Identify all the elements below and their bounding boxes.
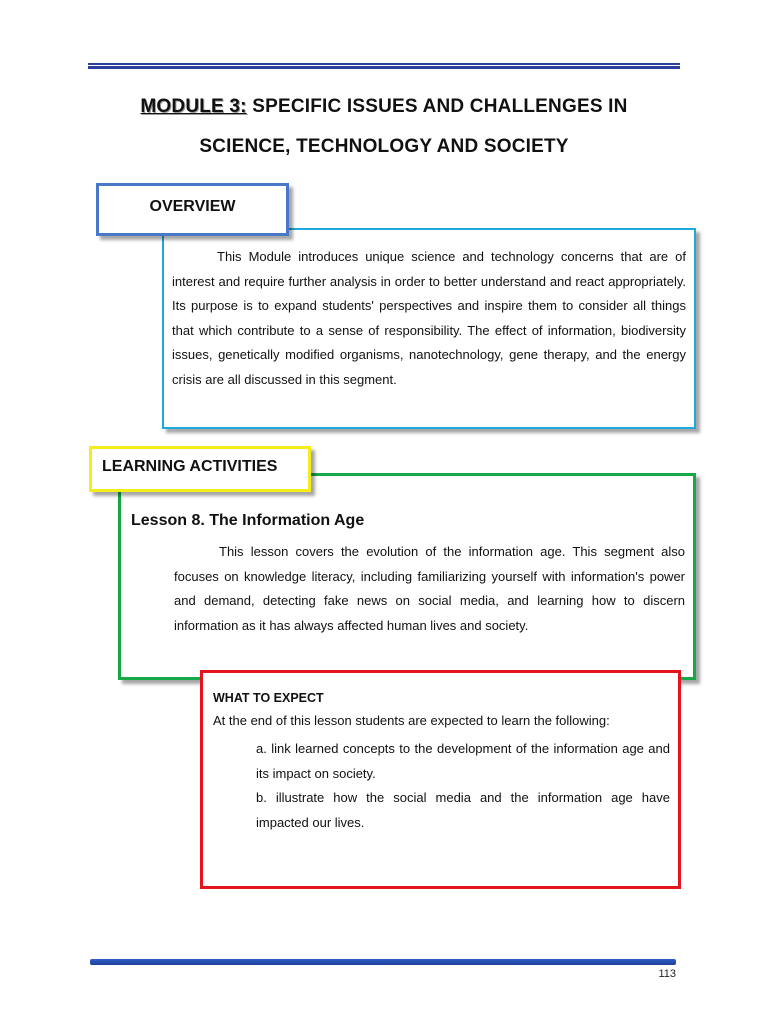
module-label: MODULE 3: [140, 96, 247, 117]
learning-activities-tab [89, 446, 311, 492]
lesson-paragraph: This lesson covers the evolution of the information age. This segment also focuses on knowledge literacy, including familiarizing yourself with information's power and demand, detecting fake news on social media, and learning how to discern information as it has always affected human lives and society. [174, 544, 685, 633]
overview-heading: OVERVIEW [149, 198, 236, 215]
overview-text [172, 245, 686, 392]
module-title-line1 [60, 96, 708, 118]
what-to-expect-intro: At the end of this lesson students are expected to learn the following: [213, 713, 610, 728]
bottom-rule [90, 959, 676, 965]
module-title-line2: SCIENCE, TECHNOLOGY AND SOCIETY [199, 136, 569, 157]
page-number: 113 [658, 968, 676, 980]
overview-paragraph: This Module introduces unique science and technology concerns that are of interest and require further analysis in order to better understand and react appropriately. Its purpose is to expand students' perspectives and inspire them to consider all things that which contribute to a sense of responsibility. The effect of information, biodiversity issues, genetically modified organisms, nanotechnology, gene therapy, and the energy crisis are all discussed in this segment. [172, 249, 686, 387]
expect-item-a: a. link learned concepts to the development of the information age and its impact on society. [256, 741, 670, 781]
learning-activities-heading: LEARNING ACTIVITIES [102, 458, 278, 475]
what-to-expect-list [256, 737, 670, 835]
top-rule [88, 63, 680, 70]
what-to-expect-heading: WHAT TO EXPECT [213, 691, 324, 705]
lesson-title: Lesson 8. The Information Age [131, 512, 365, 529]
expect-item-b: b. illustrate how the social media and the information age have impacted our lives. [256, 790, 670, 830]
module-title-rest: SPECIFIC ISSUES AND CHALLENGES IN [246, 96, 628, 117]
overview-tab [96, 183, 289, 236]
lesson-text [174, 540, 685, 638]
